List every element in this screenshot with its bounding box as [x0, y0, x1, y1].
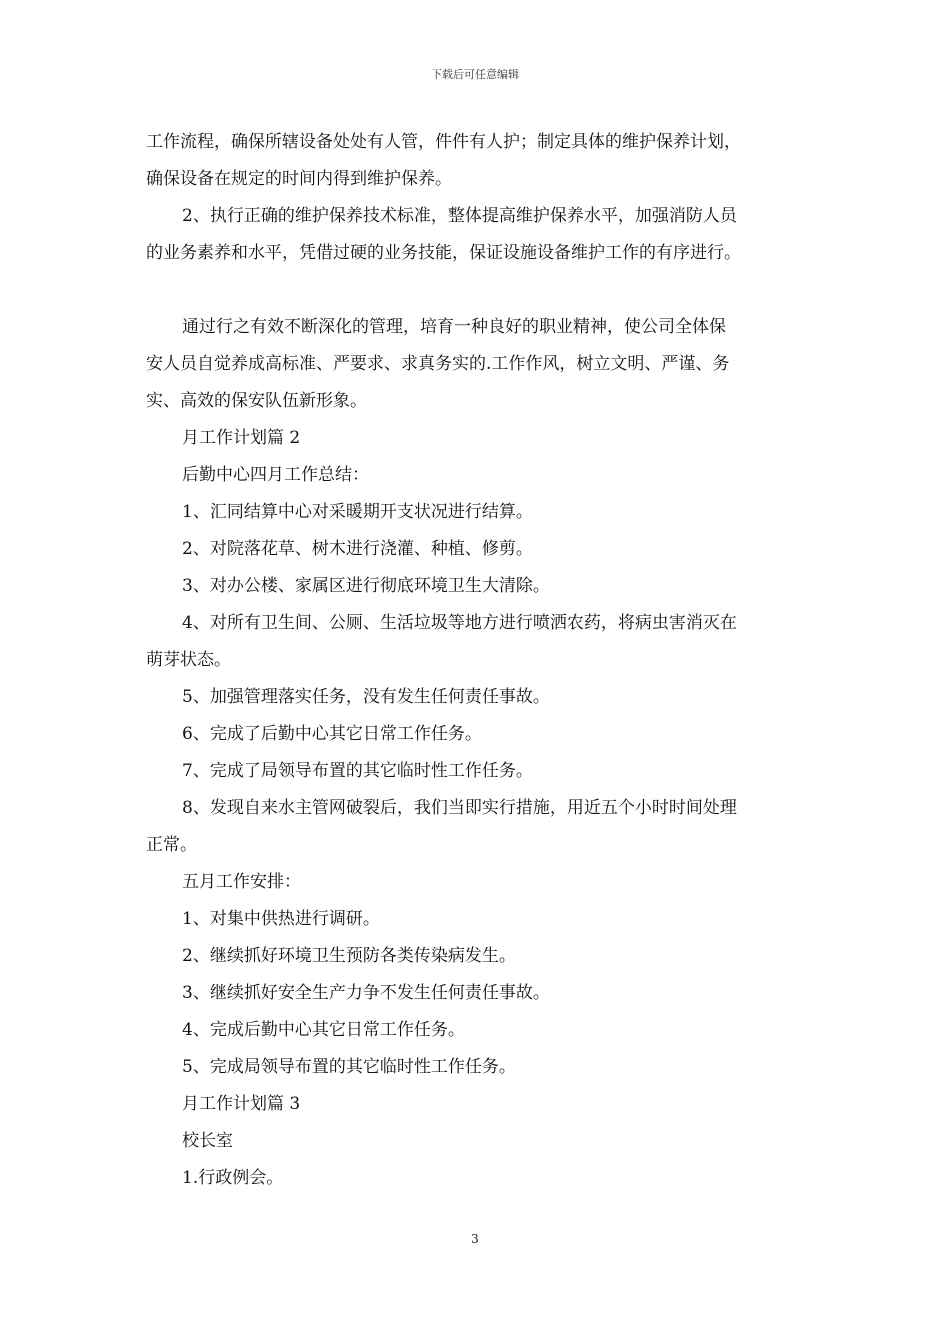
list-item: 5、加强管理落实任务，没有发生任何责任事故。: [182, 687, 550, 707]
section-heading: 月工作计划篇 2: [182, 428, 301, 448]
list-item: 1.行政例会。: [182, 1168, 284, 1188]
subsection-heading: 校长室: [182, 1131, 233, 1151]
list-item: 3、继续抓好安全生产力争不发生任何责任事故。: [182, 983, 550, 1003]
list-item: 4、完成后勤中心其它日常工作任务。: [182, 1020, 465, 1040]
paragraph-gap: [146, 272, 826, 309]
list-item: 1、汇同结算中心对采暖期开支状况进行结算。: [182, 502, 533, 522]
paragraph-line: 安人员自觉养成高标准、严要求、求真务实的.工作作风，树立文明、严谨、务: [146, 354, 730, 374]
paragraph-line: 通过行之有效不断深化的管理，培育一种良好的职业精神，使公司全体保: [182, 317, 726, 337]
paragraph-line: 实、高效的保安队伍新形象。: [146, 391, 367, 411]
list-item: 7、完成了局领导布置的其它临时性工作任务。: [182, 761, 533, 781]
list-item: 1、对集中供热进行调研。: [182, 909, 380, 929]
paragraph-line: 2、执行正确的维护保养技术标准，整体提高维护保养水平，加强消防人员: [182, 206, 737, 226]
paragraph-line: 的业务素养和水平，凭借过硬的业务技能，保证设施设备维护工作的有序进行。: [146, 243, 741, 263]
list-item: 3、对办公楼、家属区进行彻底环境卫生大清除。: [182, 576, 550, 596]
page-number: 3: [471, 1232, 479, 1246]
subsection-heading: 五月工作安排：: [182, 872, 301, 892]
list-item: 4、对所有卫生间、公厕、生活垃圾等地方进行喷洒农药，将病虫害消灭在: [182, 613, 737, 633]
paragraph-line: 确保设备在规定的时间内得到维护保养。: [146, 169, 452, 189]
list-item-continuation: 正常。: [146, 835, 197, 855]
list-item-continuation: 萌芽状态。: [146, 650, 231, 670]
document-body: [146, 124, 826, 1197]
list-item: 5、完成局领导布置的其它临时性工作任务。: [182, 1057, 516, 1077]
list-item: 2、继续抓好环境卫生预防各类传染病发生。: [182, 946, 516, 966]
page-header-note: 下载后可任意编辑: [431, 68, 519, 81]
list-item: 6、完成了后勤中心其它日常工作任务。: [182, 724, 482, 744]
subsection-heading: 后勤中心四月工作总结：: [182, 465, 369, 485]
paragraph-line: 工作流程，确保所辖设备处处有人管，件件有人护；制定具体的维护保养计划，: [146, 132, 741, 152]
list-item: 2、对院落花草、树木进行浇灌、种植、修剪。: [182, 539, 533, 559]
list-item: 8、发现自来水主管网破裂后，我们当即实行措施，用近五个小时时间处理: [182, 798, 737, 818]
section-heading: 月工作计划篇 3: [182, 1094, 301, 1114]
